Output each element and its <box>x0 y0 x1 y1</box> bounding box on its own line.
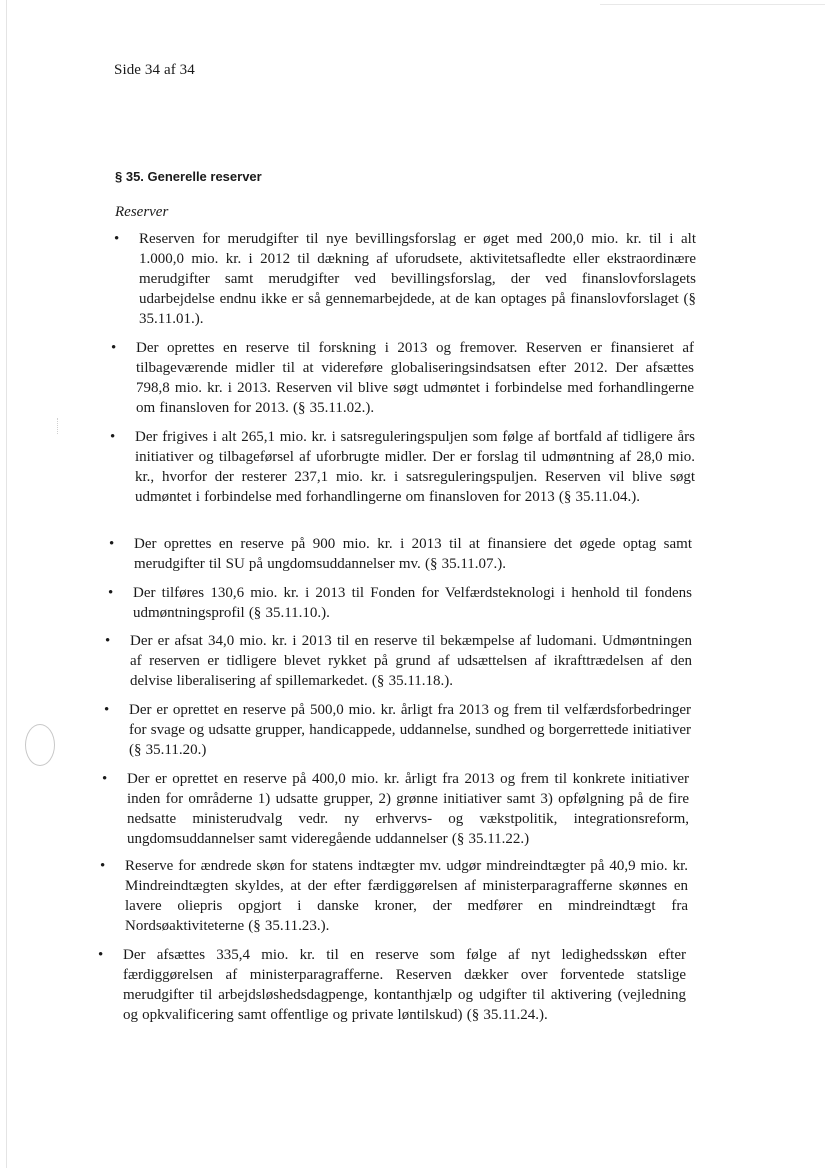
bullet-icon: • <box>100 858 106 874</box>
list-item-text: Der oprettes en reserve til forskning i 2013 og fremover. Reserven er finansieret af tilbageværende midler til at videreføre globaliseringsindsatsen efter 2012. Der afsættes 798,8 mio. kr. i 2013. Reserven vil blive søgt udmøntet i forbindelse med forhandlingerne om finansloven for 2013. (§ 35.11.02.). <box>136 340 694 416</box>
list-item-text: Der oprettes en reserve på 900 mio. kr. i 2013 til at finansiere det øgede optag samt merudgifter til SU på ungdomsuddannelser mv. (§ 35.11.07.). <box>134 536 692 572</box>
list-item <box>111 338 694 418</box>
bullet-icon: • <box>104 702 110 718</box>
list-item <box>114 229 696 329</box>
list-item-text: Der er afsat 34,0 mio. kr. i 2013 til en reserve til bekæmpelse af ludomani. Udmøntningen af reserven er tidligere blevet rykket på grund af udsættelsen af ikrafttrædelsen af den delvise liberalisering af spillemarkedet. (§ 35.11.18.). <box>130 633 692 689</box>
bullet-icon: • <box>114 231 120 247</box>
list-item <box>108 583 692 623</box>
list-item <box>104 700 691 760</box>
list-item-text: Der frigives i alt 265,1 mio. kr. i satsreguleringspuljen som følge af bortfald af tidligere års initiativer og tilbageførsel af uforbrugte midler. Der er forslag til udmøntning af 28,0 mio. kr., hvorfor der resterer 237,1 mio. kr. i satsreguleringspuljen. Reserven vil blive søgt udmøntet i forbindelse med forhandlingerne om finansloven for 2013 (§ 35.11.04.). <box>135 429 695 505</box>
list-item <box>105 631 692 691</box>
list-item <box>110 427 695 507</box>
list-item-text: Der er oprettet en reserve på 500,0 mio. kr. årligt fra 2013 og frem til velfærdsforbedringer for svage og udsatte grupper, handicappede, uddannelse, sundhed og borgerrettede initiativer (§ 35.11.20.) <box>129 702 691 758</box>
list-item <box>100 856 688 936</box>
bullet-icon: • <box>102 771 108 787</box>
bullet-icon: • <box>111 340 117 356</box>
list-item-text: Der afsættes 335,4 mio. kr. til en reserve som følge af nyt ledighedsskøn efter færdiggørelsen af ministerparagrafferne. Reserven dækker over forventede statslige merudgifter til arbejdsløshedsdagpenge, kontanthjælp og udgifter til aktivering (vejledning og opkvalificering samt offentlige og private løntilskud) (§ 35.11.24.). <box>123 947 686 1023</box>
bullet-icon: • <box>108 585 114 601</box>
bullet-icon: • <box>110 429 116 445</box>
list-item-text: Der er oprettet en reserve på 400,0 mio. kr. årligt fra 2013 og frem til konkrete initiativer inden for områderne 1) udsatte grupper, 2) grønne initiativer samt 3) opfølgning på de fire nedsatte ministerudvalg vedr. ny erhvervs- og vækstpolitik, integrationsreform, ungdomsuddannelser samt videregående uddannelser (§ 35.11.22.) <box>127 771 689 847</box>
list-item-text: Der tilføres 130,6 mio. kr. i 2013 til Fonden for Velfærdsteknologi i henhold til fondens udmøntningsprofil (§ 35.11.10.). <box>133 585 692 621</box>
reserves-subheading: Reserver <box>115 204 169 220</box>
bullet-icon: • <box>109 536 115 552</box>
bullet-icon: • <box>105 633 111 649</box>
page-number: Side 34 af 34 <box>114 62 195 78</box>
list-item <box>102 769 689 849</box>
list-item <box>109 534 692 574</box>
list-item-text: Reserve for ændrede skøn for statens indtægter mv. udgør mindreindtægter på 40,9 mio. kr. Mindreindtægten skyldes, at der efter færdiggørelsen af ministerparagrafferne skønnes en lavere oliepris opgjort i danske kroner, der medfører en mindreindtægt fra Nordsøaktiviteterne (§ 35.11.23.). <box>125 858 688 934</box>
bullet-icon: • <box>98 947 104 963</box>
section-heading: § 35. Generelle reserver <box>115 169 262 184</box>
list-item <box>98 945 686 1025</box>
list-item-text: Reserven for merudgifter til nye bevillingsforslag er øget med 200,0 mio. kr. til i alt 1.000,0 mio. kr. i 2012 til dækning af uforudsete, aktivitetsafledte eller ekstraordinære merudgifter samt merudgifter ved bevillingsforslag, der ved finanslovforslagets udarbejdelse endnu ikke er så gennemarbejdede, at de kan optages på finanslovforslaget (§ 35.11.01.). <box>139 231 696 327</box>
